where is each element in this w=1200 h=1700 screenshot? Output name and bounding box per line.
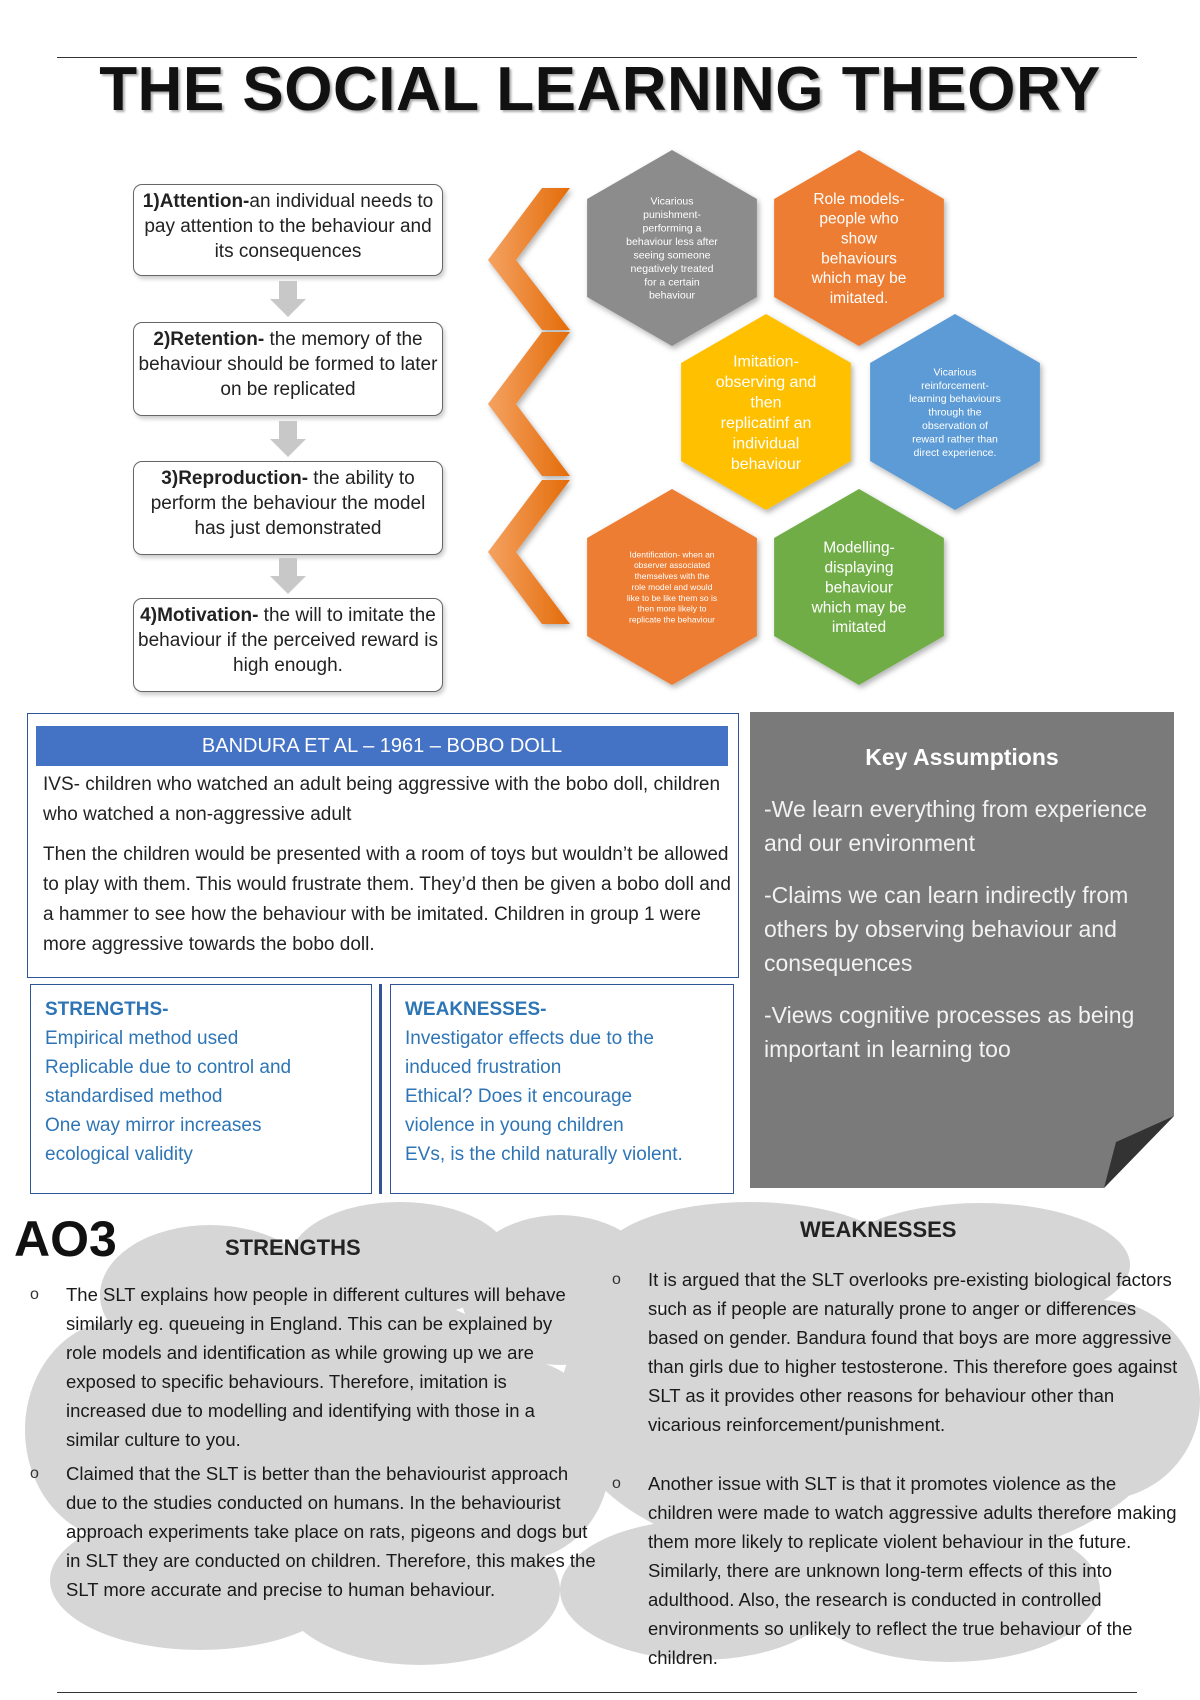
hexagon-label-line: negatively treated	[630, 262, 714, 275]
key-assumption: -Views cognitive processes as being important in learning too	[764, 1002, 1135, 1062]
hexagon-label-line: punishment-	[643, 209, 701, 222]
hexagon-label-line: then	[750, 394, 782, 412]
hexagon-label-line: reward rather than	[912, 433, 998, 446]
list-item: Ethical? Does it encourage	[405, 1086, 633, 1107]
bullet-icon: o	[30, 1286, 39, 1303]
step-number: 4)	[140, 605, 158, 626]
hexagon-label-line: through the	[928, 406, 982, 419]
key-assumption: -Claims we can learn indirectly from others by observing behaviour and consequences	[764, 882, 1129, 976]
bottom-rule	[57, 1692, 1137, 1693]
page-curl-icon	[1104, 1116, 1174, 1188]
hexagon-label-line: performing a	[642, 222, 702, 235]
step-attention	[133, 184, 443, 276]
hexagon-label-line: role model and would	[631, 582, 713, 592]
hexagon-label-line: show	[840, 230, 878, 248]
step-text: the ability to perform the behaviour the model has just demonstrated	[150, 468, 426, 539]
concept-hexagon	[681, 314, 851, 510]
hexagon-label-line: Vicarious	[933, 366, 977, 379]
list-item: ecological validity	[45, 1144, 193, 1165]
step-retention	[133, 322, 443, 416]
step-number: 1)	[142, 191, 160, 212]
hexagon-label-line: learning behaviours	[909, 393, 1001, 406]
divider	[379, 984, 382, 1194]
step-number: 3)	[161, 468, 179, 489]
hexagon-label-line: then more likely to	[637, 603, 707, 614]
hexagon-label-line: which may be	[811, 270, 907, 288]
hexagon-label-line: observation of	[922, 420, 988, 433]
hexagon-label-line: observing and	[715, 373, 817, 391]
step-term: Motivation-	[157, 605, 259, 626]
hexagon-label-line: observer associated	[633, 560, 711, 571]
hexagon-label-line: Modelling-	[823, 539, 895, 557]
hexagon-label-line: behaviour	[648, 289, 696, 302]
hexagon-label-line: Vicarious	[650, 195, 694, 208]
down-arrow-icon	[270, 421, 306, 457]
down-arrow-icon	[270, 281, 306, 317]
list-item: EVs, is the child naturally violent.	[405, 1144, 683, 1165]
bullet-icon: o	[30, 1465, 39, 1482]
ao3-strengths-heading: STRENGTHS	[225, 1235, 361, 1260]
bullet-icon: o	[612, 1475, 621, 1492]
hexagon-label-line: replicatinf an	[720, 414, 812, 432]
study-strengths-box	[30, 984, 372, 1194]
bandura-heading: BANDURA ET AL – 1961 – BOBO DOLL	[36, 726, 728, 766]
hexagon-label-line: themselves with the	[634, 571, 710, 582]
study-weaknesses-box	[390, 984, 734, 1194]
hexagon-label-line: behaviour	[730, 455, 802, 473]
hexagon-label-line: imitated.	[829, 290, 889, 307]
step-text: an individual needs to pay attention to the behaviour and its consequences	[144, 191, 434, 262]
ao3-weakness-point: Another issue with SLT is that it promotes violence as the children were made to watch aggressive adults therefore making them more likely to replicate violent behaviour in the future. Similarly, there are unknown long-term effects of this into adulthood. Also, the research is conducted in controlled environments so unlikely to reflect the true behaviour of the children.	[648, 1473, 1177, 1668]
ao3-strength-point: Claimed that the SLT is better than the behaviourist approach due to the studies conducted on humans. In the behaviourist approach experiments take place on rats, pigeons and dogs but in SLT they are conducted on children. Therefore, this makes the SLT more accurate and precise to human behaviour.	[66, 1463, 596, 1600]
chevron-arrow-icon	[488, 332, 570, 476]
step-text: the will to imitate the behaviour if the perceived reward is high enough.	[138, 605, 438, 676]
bandura-study-box	[27, 713, 739, 978]
chevron-arrow-icon	[488, 188, 570, 330]
down-arrow-icon	[270, 558, 306, 594]
step-term: Attention-	[159, 191, 250, 212]
ao3-label: AO3	[14, 1211, 117, 1267]
hexagon-label-line: like to be like them so is	[626, 592, 718, 603]
ao3-strength-point: The SLT explains how people in different cultures will behave similarly eg. queueing in England. This can be explained by role models and identification as while growing up we are exposed to specific behaviours. Therefore, imitation is increased due to modelling and identifying with those in a similar culture to you.	[66, 1284, 566, 1450]
hexagon-label-line: individual	[732, 435, 800, 453]
step-number: 2)	[153, 329, 171, 350]
page-title: THE SOCIAL LEARNING THEORY	[99, 55, 1101, 124]
key-assumption: -We learn everything from experience and our environment	[764, 796, 1148, 856]
hexagon-label-line: behaviour	[824, 579, 894, 597]
hexagon-label-line: which may be	[811, 599, 907, 617]
study-strengths-heading: STRENGTHS-	[45, 999, 169, 1020]
step-motivation	[133, 598, 443, 692]
list-item: One way mirror increases	[45, 1115, 262, 1136]
key-assumptions-title: Key Assumptions	[865, 744, 1059, 770]
list-item: violence in young children	[405, 1115, 624, 1136]
ao3-weakness-point: It is argued that the SLT overlooks pre-existing biological factors such as if people are naturally prone to anger or differences based on gender. Bandura found that boys are more aggressive than girls due to higher testosterone. This therefore goes against SLT as it provides other reasons for behaviour other than vicarious reinforcement/punishment.	[648, 1269, 1178, 1435]
study-weaknesses-heading: WEAKNESSES-	[405, 999, 547, 1020]
bullet-icon: o	[612, 1271, 621, 1288]
step-text: the memory of the behaviour should be formed to later on be replicated	[138, 329, 438, 400]
hexagon-label-line: reinforcement-	[921, 379, 989, 392]
list-item: Investigator effects due to the	[405, 1028, 654, 1049]
list-item: induced frustration	[405, 1057, 562, 1078]
step-term: Reproduction-	[178, 468, 309, 489]
hexagon-label-line: for a certain	[644, 276, 700, 289]
hexagon-label-line: Identification- when an	[629, 549, 715, 560]
bandura-procedure: Then the children would be presented with a room of toys but wouldn’t be allowed to play with them. This would frustrate them. They’d then be given a bobo doll and a hammer to see how the behaviour with be imitated. Children in group 1 were more aggressive towards the bobo doll.	[43, 844, 731, 955]
step-term: Retention-	[170, 329, 265, 350]
hexagon-label-line: direct experience.	[913, 447, 997, 459]
hexagon-label-line: Imitation-	[733, 353, 799, 371]
step-reproduction	[133, 461, 443, 555]
concept-hexagon	[587, 150, 757, 346]
chevron-arrow-icon	[488, 480, 570, 624]
hexagon-label-line: seeing someone	[633, 249, 711, 262]
bandura-ivs: IVS- children who watched an adult being aggressive with the bobo doll, children who watched a non-aggressive adult	[43, 774, 721, 825]
hexagon-label-line: imitated	[831, 619, 887, 637]
ao3-weaknesses-heading: WEAKNESSES	[800, 1217, 957, 1242]
concept-hexagon-diagram	[470, 140, 1050, 700]
concept-hexagon	[774, 150, 944, 346]
hexagon-label-line: behaviours	[821, 250, 897, 268]
hexagon-label-line: displaying	[824, 559, 894, 577]
hexagon-label-line: behaviour less after	[626, 236, 718, 248]
key-assumptions-panel	[750, 712, 1174, 1188]
hexagon-label-line: Role models-	[813, 190, 905, 208]
hexagon-label-line: replicate the behaviour	[628, 614, 716, 625]
hexagon-label-line: people who	[819, 210, 899, 228]
list-item: standardised method	[45, 1086, 223, 1107]
list-item: Empirical method used	[45, 1028, 239, 1049]
list-item: Replicable due to control and	[45, 1057, 292, 1078]
